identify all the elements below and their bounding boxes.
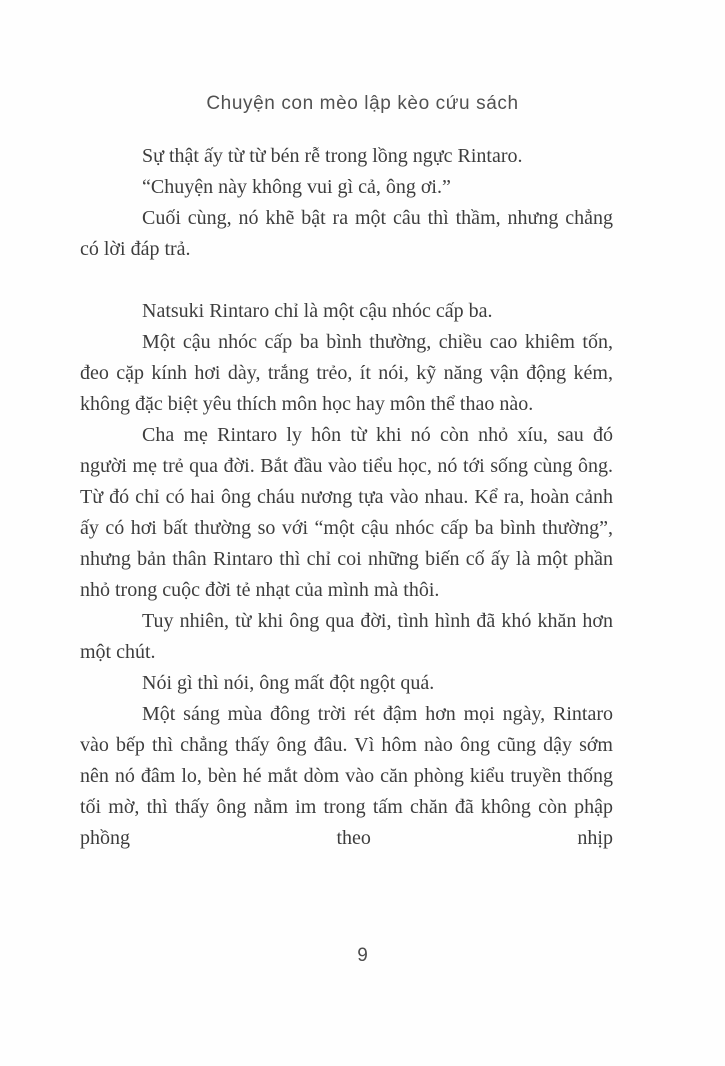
- paragraph: Một sáng mùa đông trời rét đậm hơn mọi ngày, Rintaro vào bếp thì chẳng thấy ông đâu. Vì hôm nào ông cũng dậy sớm nên nó đâm lo, bèn hé mắt dòm vào căn phòng kiểu truyền thống tối mờ, thì thấy ông nằm im trong tấm chăn đã không còn phập phồng theo nhịp: [80, 703, 613, 849]
- paragraph: Một cậu nhóc cấp ba bình thường, chiều cao khiêm tốn, đeo cặp kính hơi dày, trắng trẻo, ít nói, kỹ năng vận động kém, không đặc biệt yêu thích môn học hay môn thể thao nào.: [80, 331, 613, 415]
- paragraph: Cha mẹ Rintaro ly hôn từ khi nó còn nhỏ xíu, sau đó người mẹ trẻ qua đời. Bắt đầu vào tiểu học, nó tới sống cùng ông. Từ đó chỉ có hai ông cháu nương tựa vào nhau. Kể ra, hoàn cảnh ấy có hơi bất thường so với “một cậu nhóc cấp ba bình thường”, nhưng bản thân Rintaro thì chỉ coi những biến cố ấy là một phần nhỏ trong cuộc đời tẻ nhạt của mình mà thôi.: [80, 424, 613, 601]
- paragraph: “Chuyện này không vui gì cả, ông ơi.”: [142, 176, 451, 198]
- running-header: Chuyện con mèo lập kèo cứu sách: [206, 93, 519, 114]
- body-text-block: [80, 141, 613, 854]
- paragraph: Cuối cùng, nó khẽ bật ra một câu thì thầm, nhưng chẳng có lời đáp trả.: [80, 207, 613, 260]
- paragraph: Nói gì thì nói, ông mất đột ngột quá.: [142, 672, 435, 694]
- paragraph: Natsuki Rintaro chỉ là một cậu nhóc cấp ba.: [142, 300, 493, 322]
- paragraph: Tuy nhiên, từ khi ông qua đời, tình hình đã khó khăn hơn một chút.: [80, 610, 613, 663]
- paragraph: Sự thật ấy từ từ bén rễ trong lồng ngực Rintaro.: [142, 145, 523, 167]
- section-break: [80, 265, 613, 296]
- page-number: 9: [357, 945, 368, 966]
